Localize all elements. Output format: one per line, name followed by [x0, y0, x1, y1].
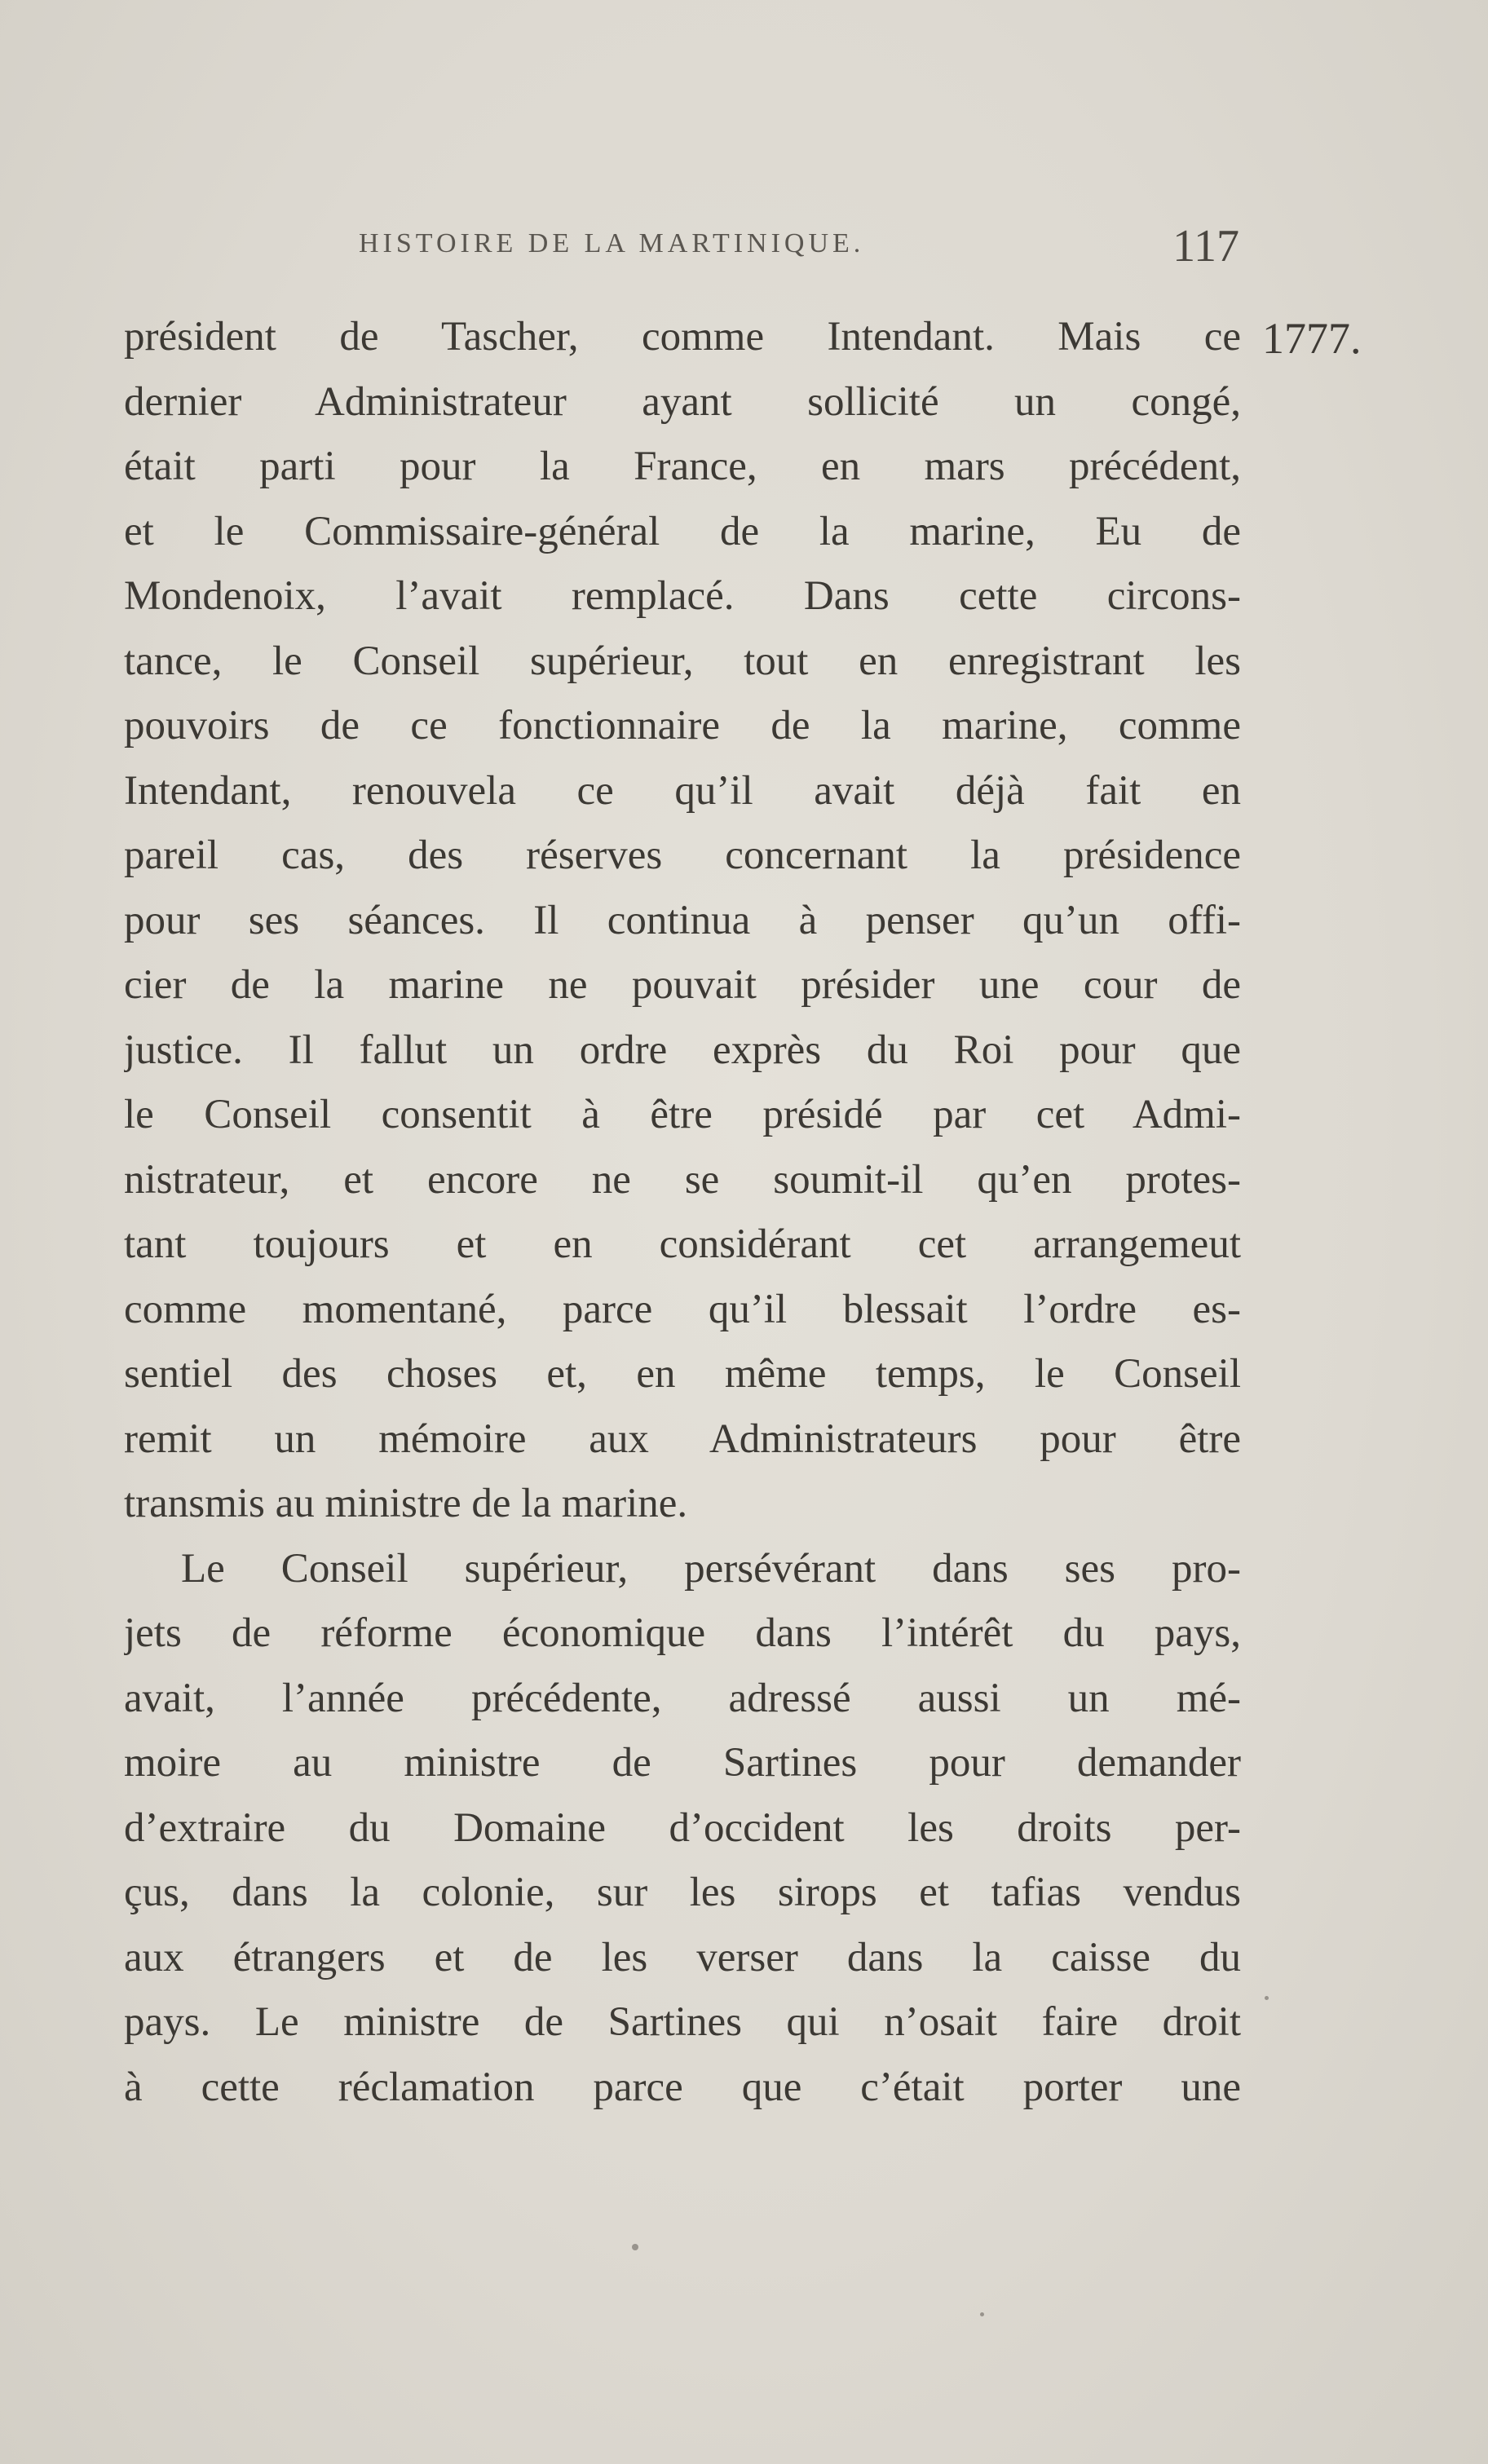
text-line: Intendant, renouvela ce qu’il avait déjà fait en: [124, 767, 1241, 814]
text-line: dernier Administrateur ayant sollicité un congé,: [124, 378, 1241, 425]
running-title: HISTOIRE DE LA MARTINIQUE.: [359, 228, 865, 258]
text-line: tance, le Conseil supérieur, tout en enregistrant les: [124, 638, 1241, 684]
text-line: d’extraire du Domaine d’occident les droits per-: [124, 1804, 1241, 1851]
text-line: était parti pour la France, en mars précédent,: [124, 444, 1241, 489]
margin-year: 1777.: [1262, 314, 1362, 363]
text-line: moire au ministre de Sartines pour demander: [124, 1740, 1241, 1786]
text-line: comme momentané, parce qu’il blessait l’ordre es-: [124, 1286, 1241, 1332]
text-line: pays. Le ministre de Sartines qui n’osait faire droit: [124, 1999, 1241, 2045]
paper-speck: [980, 2312, 984, 2316]
text-line: président de Tascher, comme Intendant. Mais ce: [124, 314, 1241, 360]
text-line: transmis au ministre de la marine.: [124, 1481, 688, 1526]
paragraph-2: [124, 1537, 1241, 2121]
text-line: sentiel des choses et, en même temps, le Conseil: [124, 1351, 1241, 1397]
paragraph-1: [124, 305, 1241, 1537]
text-line: pareil cas, des réserves concernant la présidence: [124, 832, 1241, 878]
text-line: jets de réforme économique dans l’intérêt du pays,: [124, 1610, 1241, 1656]
text-line: à cette réclamation parce que c’était porter une: [124, 2064, 1241, 2110]
text-line: tant toujours et en considérant cet arrangemeut: [124, 1221, 1241, 1267]
paper-speck: [1265, 1996, 1269, 2000]
text-line: pouvoirs de ce fonctionnaire de la marine, comme: [124, 703, 1241, 748]
page-number: 117: [1172, 221, 1239, 272]
text-line: nistrateur, et encore ne se soumit-il qu’en protes-: [124, 1156, 1241, 1203]
text-line: Le Conseil supérieur, persévérant dans ses pro-: [181, 1545, 1241, 1592]
body-text: [124, 305, 1241, 2120]
text-line: et le Commissaire-général de la marine, Eu de: [124, 508, 1241, 554]
text-line: çus, dans la colonie, sur les sirops et tafias vendus: [124, 1870, 1241, 1915]
text-line: avait, l’année précédente, adressé aussi un mé-: [124, 1675, 1241, 1721]
text-line: pour ses séances. Il continua à penser qu’un offi-: [124, 897, 1241, 943]
text-line: aux étrangers et de les verser dans la caisse du: [124, 1934, 1241, 1980]
text-line: remit un mémoire aux Administrateurs pour être: [124, 1415, 1241, 1462]
text-line: justice. Il fallut un ordre exprès du Roi pour que: [124, 1027, 1241, 1073]
text-line: le Conseil consentit à être présidé par cet Admi-: [124, 1092, 1241, 1137]
text-line: cier de la marine ne pouvait présider une cour de: [124, 962, 1241, 1008]
running-head: [122, 220, 1247, 277]
paper-speck: [632, 2244, 638, 2250]
text-line: Mondenoix, l’avait remplacé. Dans cette circons-: [124, 573, 1241, 619]
